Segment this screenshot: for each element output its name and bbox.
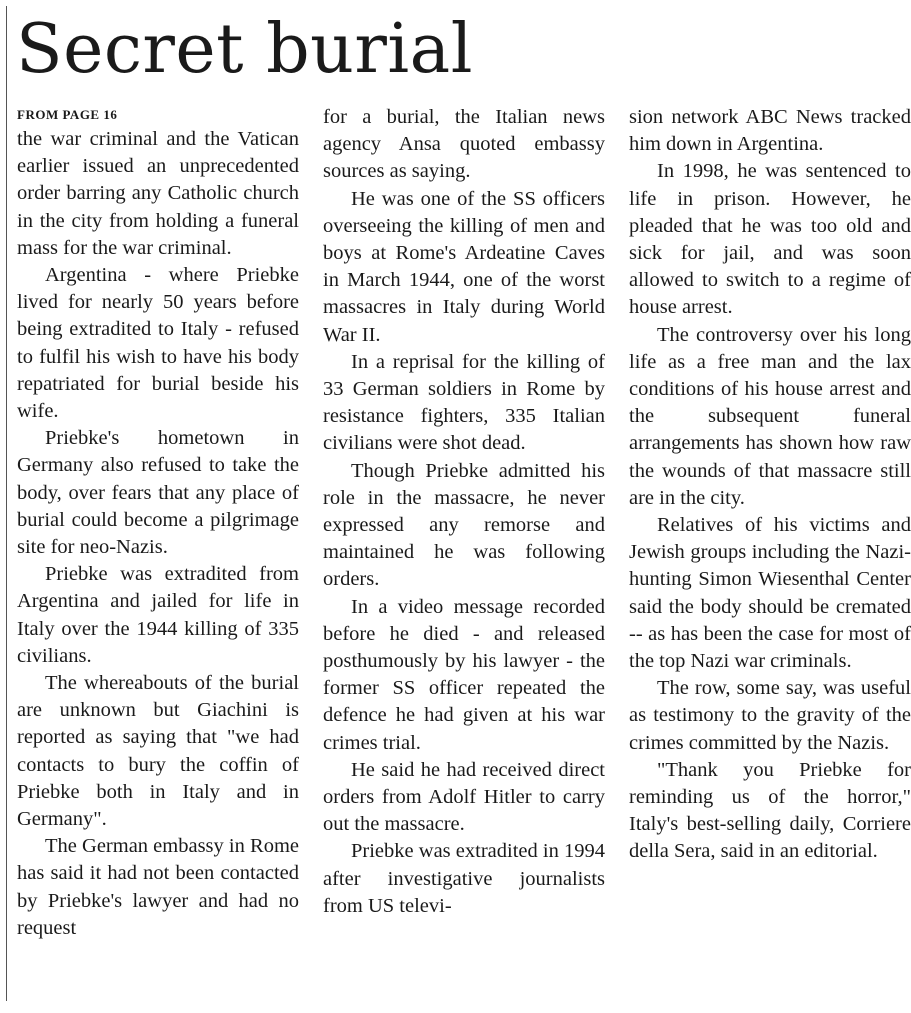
paragraph: The controversy over his long life as a free man and the lax conditions of his house arrest and the subsequent funeral arrangements has shown how raw the wounds of that massacre still are in the city. (629, 323, 911, 509)
article-column-1 (17, 104, 299, 942)
paragraph: The German embassy in Rome has said it had not been contacted by Priebke's lawyer and had no request (17, 835, 299, 939)
paragraph: Priebke was extradited from Argentina and jailed for life in Italy over the 1944 killing of 335 civilians. (17, 563, 299, 667)
article-column-2 (323, 104, 605, 920)
paragraph: for a burial, the Italian news agency Ansa quoted embassy sources as saying. (323, 106, 605, 183)
paragraph: He was one of the SS officers overseeing the killing of men and boys at Rome's Ardeatine Caves in March 1944, one of the worst massacres in Italy during World War II. (323, 187, 605, 346)
paragraph: In 1998, he was sentenced to life in prison. However, he pleaded that he was too old and sick for jail, and was soon allowed to switch to a regime of house arrest. (629, 160, 911, 319)
paragraph: The whereabouts of the burial are unknown but Giachini is reported as saying that "we had contacts to bury the coffin of Priebke both in Italy and in Germany". (17, 672, 299, 831)
paragraph: In a video message recorded before he died - and released posthumously by his lawyer - the former SS officer repeated the defence he had given at his war crimes trial. (323, 595, 605, 754)
paragraph: "Thank you Priebke for reminding us of the horror," Italy's best-selling daily, Corriere della Sera, said in an editorial. (629, 758, 911, 863)
paragraph: In a reprisal for the killing of 33 German soldiers in Rome by resistance fighters, 335 Italian civilians were shot dead. (323, 350, 605, 455)
headline: Secret burial (16, 10, 473, 89)
paragraph: Relatives of his victims and Jewish groups including the Nazi-hunting Simon Wiesenthal Center said the body should be cremated -- as has been the case for most of the top Nazi war criminals. (629, 514, 911, 673)
paragraph: Though Priebke admitted his role in the massacre, he never expressed any remorse and maintained he was following orders. (323, 459, 605, 591)
left-column-rule (6, 6, 7, 1001)
continuation-kicker: FROM PAGE 16 (17, 107, 118, 122)
paragraph: Priebke was extradited in 1994 after investigative journalists from US televi- (323, 840, 605, 917)
paragraph: Priebke's hometown in Germany also refused to take the body, over fears that any place of burial could become a pilgrimage site for neo-Nazis. (17, 427, 299, 559)
paragraph: The row, some say, was useful as testimony to the gravity of the crimes committed by the Nazis. (629, 677, 911, 754)
paragraph: Argentina - where Priebke lived for nearly 50 years before being extradited to Italy - refused to fulfil his wish to have his body repatriated for burial beside his wife. (17, 264, 299, 423)
paragraph: sion network ABC News tracked him down in Argentina. (629, 106, 911, 156)
paragraph: the war criminal and the Vatican earlier issued an unprecedented order barring any Catholic church in the city from holding a funeral mass for the war criminal. (17, 128, 299, 259)
article-column-3 (629, 104, 911, 866)
paragraph: He said he had received direct orders from Adolf Hitler to carry out the massacre. (323, 758, 605, 836)
